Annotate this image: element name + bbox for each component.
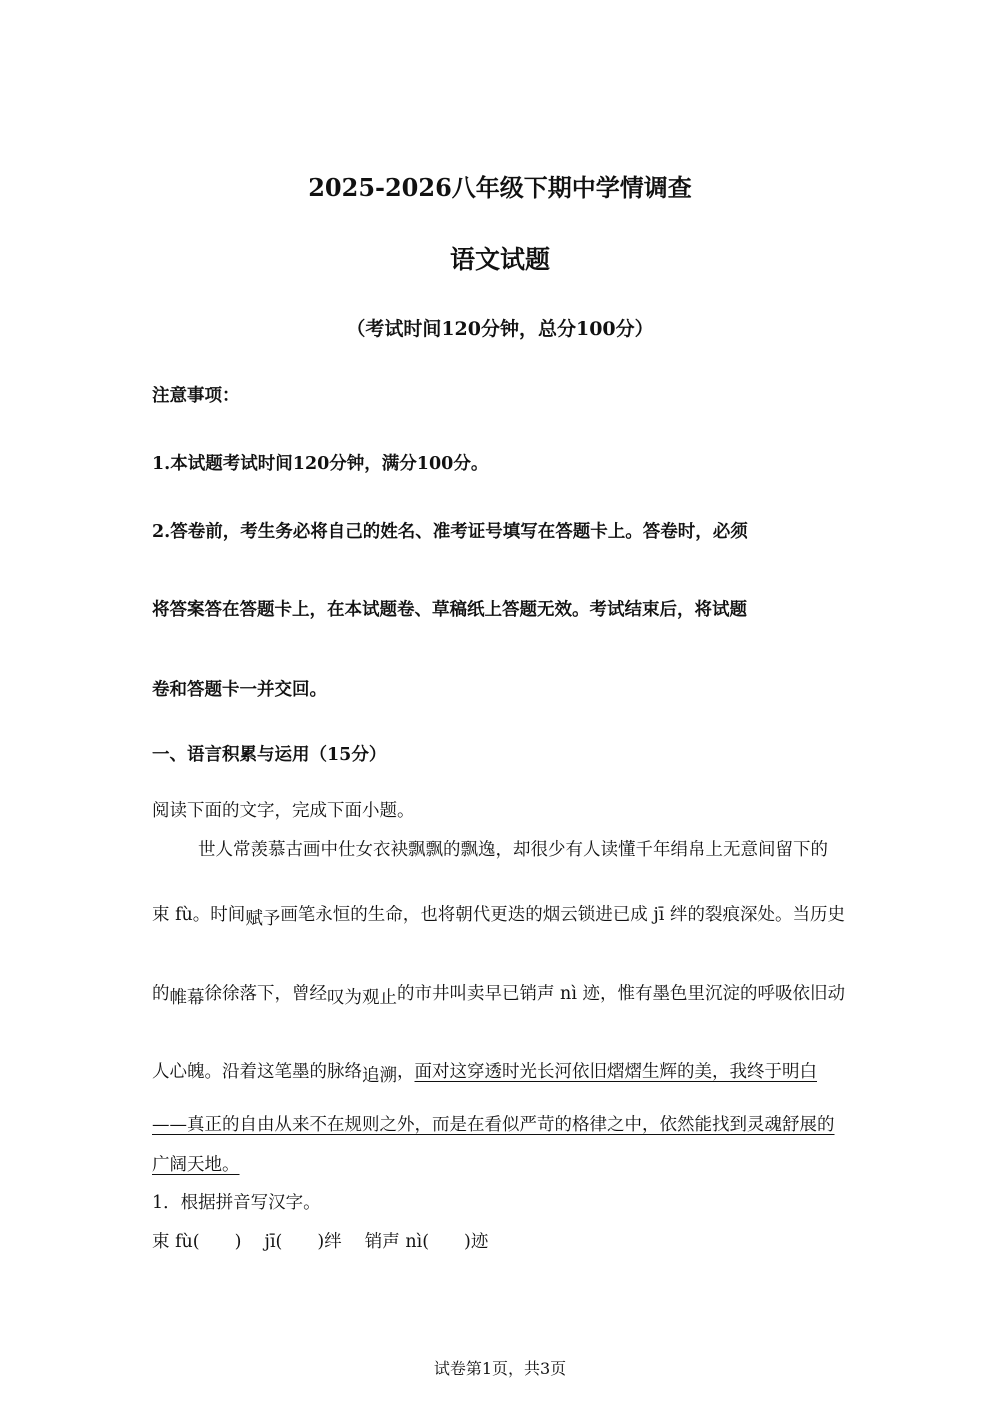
section-1-heading: 一、语言积累与运用（15分）: [152, 745, 387, 765]
notice-item-2-line-2: 将答案答在答题卡上，在本试题卷、草稿纸上答题无效。考试结束后，将试题: [152, 600, 747, 620]
passage-word: 赋予: [245, 909, 281, 929]
passage-line-5: ——真正的自由从来不在规则之外，而是在看似严苛的格律之中，依然能找到灵魂舒展的: [152, 1115, 835, 1135]
section-1-instruction: 阅读下面的文字，完成下面小题。: [152, 801, 415, 821]
passage-text: 束 fù。时间: [152, 905, 246, 925]
exam-info: （考试时间120分钟，总分100分）: [346, 318, 654, 340]
passage-text: 徐徐落下，曾经: [204, 984, 327, 1004]
question-1: 1．根据拼音写汉字。: [152, 1193, 321, 1213]
question-1-blanks: 束 fù( ) jī( )绊 销声 nì( )迹: [152, 1232, 489, 1252]
notice-item-2-line-1: 2.答卷前，考生务必将自己的姓名、准考证号填写在答题卡上。答卷时，必须: [152, 522, 748, 542]
passage-text: 画笔永恒的生命，也将朝代更迭的烟云锁进已成 jī 绊的裂痕深处。当历史: [280, 905, 845, 925]
exam-title: 2025-2026八年级下期中学情调查: [308, 173, 692, 202]
passage-word: 叹为观止: [327, 988, 397, 1008]
page-footer: 试卷第1页，共3页: [433, 1359, 567, 1378]
passage-word: 帷幕: [169, 988, 205, 1008]
subject-title: 语文试题: [449, 245, 550, 274]
passage-line-1: 世人常羡慕古画中仕女衣袂飘飘的飘逸，却很少有人读懂千年绢帛上无意间留下的: [198, 840, 828, 860]
notice-heading: 注意事项：: [152, 386, 240, 406]
passage-line-4: [152, 1058, 817, 1086]
passage-text: 人心魄。沿着这笔墨的脉络: [152, 1062, 362, 1082]
notice-item-1: 1.本试题考试时间120分钟，满分100分。: [152, 454, 489, 474]
passage-line-3: [152, 980, 845, 1008]
passage-word: 追溯: [362, 1066, 397, 1086]
passage-line-2: [152, 901, 845, 929]
passage-text: ，: [397, 1062, 415, 1082]
passage-text: 的: [152, 984, 170, 1004]
underlined-sentence: 面对这穿透时光长河依旧熠熠生辉的美，我终于明白: [414, 1062, 817, 1082]
notice-item-2-line-3: 卷和答题卡一并交回。: [152, 680, 327, 700]
passage-line-6: 广阔天地。: [152, 1155, 240, 1175]
passage-text: 的市井叫卖早已销声 nì 迹，惟有墨色里沉淀的呼吸依旧动: [397, 984, 845, 1004]
